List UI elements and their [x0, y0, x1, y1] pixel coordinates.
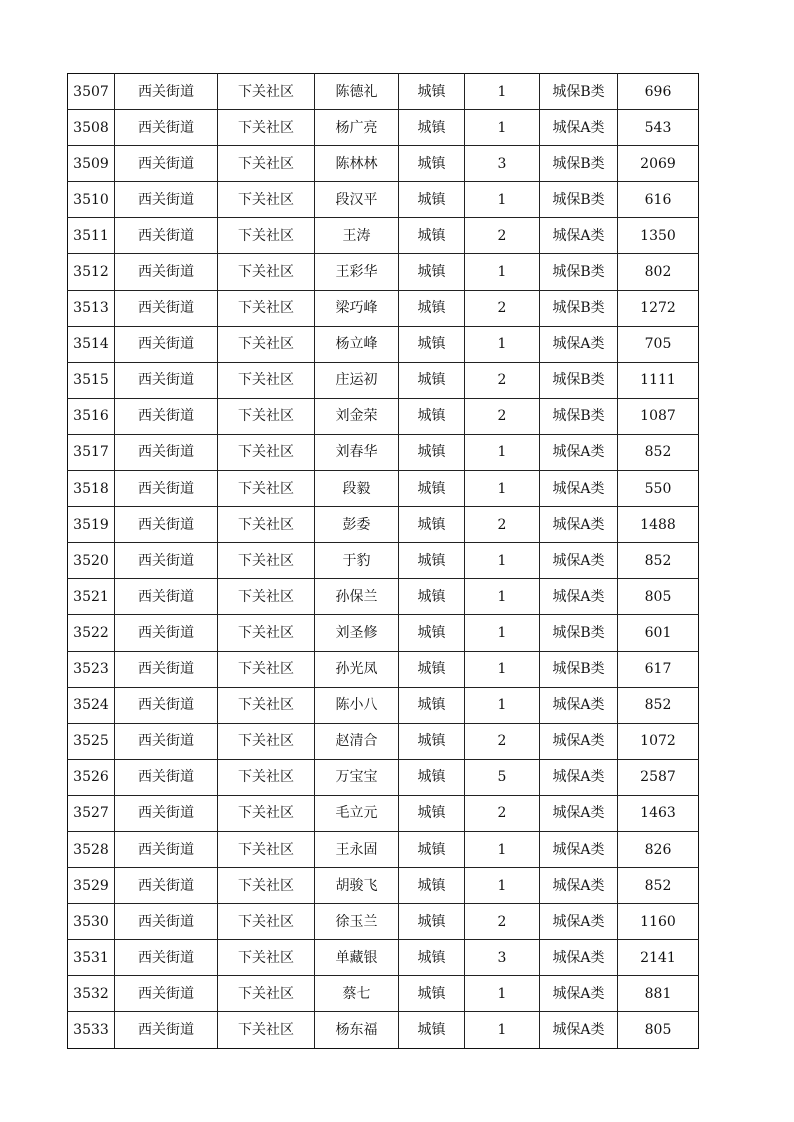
- name-cell: 陈小八: [315, 687, 399, 723]
- row-id-cell: 3520: [68, 543, 115, 579]
- table-row: [68, 290, 699, 326]
- row-id-cell: 3525: [68, 723, 115, 759]
- row-id-cell: 3524: [68, 687, 115, 723]
- community-cell: 下关社区: [218, 182, 315, 218]
- category-cell: 城保A类: [540, 795, 618, 831]
- community-cell: 下关社区: [218, 74, 315, 110]
- category-cell: 城保B类: [540, 651, 618, 687]
- amount-cell: 543: [618, 110, 699, 146]
- category-cell: 城保A类: [540, 507, 618, 543]
- amount-cell: 705: [618, 326, 699, 362]
- row-id-cell: 3513: [68, 290, 115, 326]
- person-count-cell: 1: [465, 976, 540, 1012]
- person-count-cell: 1: [465, 434, 540, 470]
- category-cell: 城保A类: [540, 326, 618, 362]
- row-id-cell: 3516: [68, 398, 115, 434]
- community-cell: 下关社区: [218, 795, 315, 831]
- amount-cell: 1463: [618, 795, 699, 831]
- row-id-cell: 3532: [68, 976, 115, 1012]
- community-cell: 下关社区: [218, 290, 315, 326]
- household-type-cell: 城镇: [399, 471, 465, 507]
- community-cell: 下关社区: [218, 687, 315, 723]
- street-cell: 西关街道: [115, 254, 218, 290]
- name-cell: 庄运初: [315, 362, 399, 398]
- amount-cell: 617: [618, 651, 699, 687]
- category-cell: 城保A类: [540, 759, 618, 795]
- table-row: [68, 831, 699, 867]
- amount-cell: 1072: [618, 723, 699, 759]
- amount-cell: 616: [618, 182, 699, 218]
- person-count-cell: 1: [465, 831, 540, 867]
- household-type-cell: 城镇: [399, 687, 465, 723]
- street-cell: 西关街道: [115, 723, 218, 759]
- name-cell: 杨东福: [315, 1012, 399, 1048]
- category-cell: 城保A类: [540, 218, 618, 254]
- household-type-cell: 城镇: [399, 615, 465, 651]
- person-count-cell: 2: [465, 723, 540, 759]
- community-cell: 下关社区: [218, 976, 315, 1012]
- name-cell: 陈林林: [315, 146, 399, 182]
- household-type-cell: 城镇: [399, 254, 465, 290]
- amount-cell: 805: [618, 1012, 699, 1048]
- person-count-cell: 2: [465, 218, 540, 254]
- table-row: [68, 507, 699, 543]
- community-cell: 下关社区: [218, 868, 315, 904]
- amount-cell: 852: [618, 543, 699, 579]
- amount-cell: 805: [618, 579, 699, 615]
- person-count-cell: 1: [465, 651, 540, 687]
- table-row: [68, 868, 699, 904]
- name-cell: 万宝宝: [315, 759, 399, 795]
- amount-cell: 2069: [618, 146, 699, 182]
- table-row: [68, 398, 699, 434]
- person-count-cell: 1: [465, 471, 540, 507]
- person-count-cell: 2: [465, 290, 540, 326]
- category-cell: 城保A类: [540, 976, 618, 1012]
- row-id-cell: 3533: [68, 1012, 115, 1048]
- table-row: [68, 687, 699, 723]
- row-id-cell: 3518: [68, 471, 115, 507]
- category-cell: 城保A类: [540, 579, 618, 615]
- amount-cell: 1111: [618, 362, 699, 398]
- community-cell: 下关社区: [218, 723, 315, 759]
- name-cell: 段毅: [315, 471, 399, 507]
- name-cell: 王彩华: [315, 254, 399, 290]
- household-type-cell: 城镇: [399, 74, 465, 110]
- name-cell: 刘圣修: [315, 615, 399, 651]
- person-count-cell: 1: [465, 1012, 540, 1048]
- table-row: [68, 326, 699, 362]
- community-cell: 下关社区: [218, 218, 315, 254]
- data-table: [67, 73, 699, 1049]
- household-type-cell: 城镇: [399, 398, 465, 434]
- amount-cell: 696: [618, 74, 699, 110]
- row-id-cell: 3507: [68, 74, 115, 110]
- category-cell: 城保A类: [540, 904, 618, 940]
- category-cell: 城保A类: [540, 940, 618, 976]
- household-type-cell: 城镇: [399, 182, 465, 218]
- community-cell: 下关社区: [218, 940, 315, 976]
- street-cell: 西关街道: [115, 362, 218, 398]
- community-cell: 下关社区: [218, 434, 315, 470]
- street-cell: 西关街道: [115, 218, 218, 254]
- street-cell: 西关街道: [115, 904, 218, 940]
- table-row: [68, 362, 699, 398]
- name-cell: 段汉平: [315, 182, 399, 218]
- name-cell: 梁巧峰: [315, 290, 399, 326]
- row-id-cell: 3521: [68, 579, 115, 615]
- amount-cell: 852: [618, 434, 699, 470]
- person-count-cell: 2: [465, 795, 540, 831]
- category-cell: 城保B类: [540, 254, 618, 290]
- household-type-cell: 城镇: [399, 831, 465, 867]
- table-body: [68, 74, 699, 1049]
- name-cell: 毛立元: [315, 795, 399, 831]
- street-cell: 西关街道: [115, 759, 218, 795]
- name-cell: 刘春华: [315, 434, 399, 470]
- name-cell: 刘金荣: [315, 398, 399, 434]
- household-type-cell: 城镇: [399, 904, 465, 940]
- street-cell: 西关街道: [115, 543, 218, 579]
- row-id-cell: 3522: [68, 615, 115, 651]
- street-cell: 西关街道: [115, 182, 218, 218]
- street-cell: 西关街道: [115, 146, 218, 182]
- table-row: [68, 110, 699, 146]
- amount-cell: 881: [618, 976, 699, 1012]
- category-cell: 城保A类: [540, 543, 618, 579]
- category-cell: 城保A类: [540, 1012, 618, 1048]
- household-type-cell: 城镇: [399, 146, 465, 182]
- household-type-cell: 城镇: [399, 976, 465, 1012]
- person-count-cell: 2: [465, 507, 540, 543]
- household-type-cell: 城镇: [399, 940, 465, 976]
- person-count-cell: 2: [465, 904, 540, 940]
- table-row: [68, 434, 699, 470]
- person-count-cell: 1: [465, 615, 540, 651]
- name-cell: 于豹: [315, 543, 399, 579]
- amount-cell: 2141: [618, 940, 699, 976]
- category-cell: 城保B类: [540, 615, 618, 651]
- amount-cell: 1350: [618, 218, 699, 254]
- community-cell: 下关社区: [218, 326, 315, 362]
- person-count-cell: 3: [465, 146, 540, 182]
- category-cell: 城保A类: [540, 434, 618, 470]
- name-cell: 单藏银: [315, 940, 399, 976]
- person-count-cell: 1: [465, 326, 540, 362]
- table-row: [68, 254, 699, 290]
- category-cell: 城保A类: [540, 831, 618, 867]
- community-cell: 下关社区: [218, 543, 315, 579]
- community-cell: 下关社区: [218, 579, 315, 615]
- street-cell: 西关街道: [115, 326, 218, 362]
- category-cell: 城保B类: [540, 146, 618, 182]
- street-cell: 西关街道: [115, 507, 218, 543]
- row-id-cell: 3523: [68, 651, 115, 687]
- row-id-cell: 3510: [68, 182, 115, 218]
- name-cell: 徐玉兰: [315, 904, 399, 940]
- category-cell: 城保B类: [540, 398, 618, 434]
- person-count-cell: 2: [465, 362, 540, 398]
- row-id-cell: 3512: [68, 254, 115, 290]
- table-row: [68, 723, 699, 759]
- table-row: [68, 651, 699, 687]
- person-count-cell: 1: [465, 74, 540, 110]
- street-cell: 西关街道: [115, 615, 218, 651]
- person-count-cell: 1: [465, 110, 540, 146]
- household-type-cell: 城镇: [399, 759, 465, 795]
- name-cell: 赵清合: [315, 723, 399, 759]
- row-id-cell: 3527: [68, 795, 115, 831]
- person-count-cell: 3: [465, 940, 540, 976]
- category-cell: 城保A类: [540, 110, 618, 146]
- household-type-cell: 城镇: [399, 651, 465, 687]
- household-type-cell: 城镇: [399, 723, 465, 759]
- community-cell: 下关社区: [218, 146, 315, 182]
- community-cell: 下关社区: [218, 507, 315, 543]
- community-cell: 下关社区: [218, 362, 315, 398]
- table-row: [68, 759, 699, 795]
- street-cell: 西关街道: [115, 434, 218, 470]
- row-id-cell: 3517: [68, 434, 115, 470]
- category-cell: 城保A类: [540, 868, 618, 904]
- table-row: [68, 904, 699, 940]
- community-cell: 下关社区: [218, 831, 315, 867]
- amount-cell: 1488: [618, 507, 699, 543]
- community-cell: 下关社区: [218, 904, 315, 940]
- amount-cell: 1087: [618, 398, 699, 434]
- row-id-cell: 3519: [68, 507, 115, 543]
- table-row: [68, 615, 699, 651]
- household-type-cell: 城镇: [399, 110, 465, 146]
- row-id-cell: 3531: [68, 940, 115, 976]
- household-type-cell: 城镇: [399, 362, 465, 398]
- amount-cell: 852: [618, 687, 699, 723]
- table-row: [68, 218, 699, 254]
- street-cell: 西关街道: [115, 110, 218, 146]
- street-cell: 西关街道: [115, 471, 218, 507]
- table-row: [68, 976, 699, 1012]
- name-cell: 蔡七: [315, 976, 399, 1012]
- community-cell: 下关社区: [218, 110, 315, 146]
- person-count-cell: 5: [465, 759, 540, 795]
- street-cell: 西关街道: [115, 868, 218, 904]
- street-cell: 西关街道: [115, 398, 218, 434]
- person-count-cell: 1: [465, 182, 540, 218]
- community-cell: 下关社区: [218, 651, 315, 687]
- amount-cell: 1272: [618, 290, 699, 326]
- community-cell: 下关社区: [218, 759, 315, 795]
- person-count-cell: 2: [465, 398, 540, 434]
- name-cell: 胡骏飞: [315, 868, 399, 904]
- person-count-cell: 1: [465, 579, 540, 615]
- name-cell: 孙保兰: [315, 579, 399, 615]
- person-count-cell: 1: [465, 687, 540, 723]
- street-cell: 西关街道: [115, 940, 218, 976]
- name-cell: 杨立峰: [315, 326, 399, 362]
- household-type-cell: 城镇: [399, 868, 465, 904]
- street-cell: 西关街道: [115, 976, 218, 1012]
- table-row: [68, 146, 699, 182]
- household-type-cell: 城镇: [399, 795, 465, 831]
- community-cell: 下关社区: [218, 615, 315, 651]
- amount-cell: 802: [618, 254, 699, 290]
- household-type-cell: 城镇: [399, 507, 465, 543]
- name-cell: 孙光凤: [315, 651, 399, 687]
- table-row: [68, 471, 699, 507]
- community-cell: 下关社区: [218, 471, 315, 507]
- table-row: [68, 795, 699, 831]
- street-cell: 西关街道: [115, 290, 218, 326]
- amount-cell: 550: [618, 471, 699, 507]
- category-cell: 城保B类: [540, 362, 618, 398]
- amount-cell: 2587: [618, 759, 699, 795]
- amount-cell: 601: [618, 615, 699, 651]
- name-cell: 彭委: [315, 507, 399, 543]
- amount-cell: 852: [618, 868, 699, 904]
- household-type-cell: 城镇: [399, 543, 465, 579]
- household-type-cell: 城镇: [399, 1012, 465, 1048]
- name-cell: 王涛: [315, 218, 399, 254]
- row-id-cell: 3526: [68, 759, 115, 795]
- person-count-cell: 1: [465, 543, 540, 579]
- community-cell: 下关社区: [218, 1012, 315, 1048]
- street-cell: 西关街道: [115, 1012, 218, 1048]
- category-cell: 城保B类: [540, 182, 618, 218]
- row-id-cell: 3508: [68, 110, 115, 146]
- street-cell: 西关街道: [115, 831, 218, 867]
- row-id-cell: 3514: [68, 326, 115, 362]
- street-cell: 西关街道: [115, 687, 218, 723]
- row-id-cell: 3509: [68, 146, 115, 182]
- row-id-cell: 3515: [68, 362, 115, 398]
- row-id-cell: 3528: [68, 831, 115, 867]
- row-id-cell: 3511: [68, 218, 115, 254]
- table-row: [68, 940, 699, 976]
- household-type-cell: 城镇: [399, 434, 465, 470]
- category-cell: 城保A类: [540, 687, 618, 723]
- street-cell: 西关街道: [115, 795, 218, 831]
- person-count-cell: 1: [465, 868, 540, 904]
- table-row: [68, 182, 699, 218]
- household-type-cell: 城镇: [399, 290, 465, 326]
- category-cell: 城保B类: [540, 290, 618, 326]
- street-cell: 西关街道: [115, 74, 218, 110]
- category-cell: 城保A类: [540, 723, 618, 759]
- household-type-cell: 城镇: [399, 579, 465, 615]
- person-count-cell: 1: [465, 254, 540, 290]
- table-row: [68, 74, 699, 110]
- street-cell: 西关街道: [115, 579, 218, 615]
- name-cell: 陈德礼: [315, 74, 399, 110]
- street-cell: 西关街道: [115, 651, 218, 687]
- household-type-cell: 城镇: [399, 218, 465, 254]
- amount-cell: 826: [618, 831, 699, 867]
- community-cell: 下关社区: [218, 254, 315, 290]
- table-row: [68, 1012, 699, 1048]
- community-cell: 下关社区: [218, 398, 315, 434]
- table-row: [68, 579, 699, 615]
- category-cell: 城保B类: [540, 74, 618, 110]
- category-cell: 城保A类: [540, 471, 618, 507]
- name-cell: 杨广亮: [315, 110, 399, 146]
- household-type-cell: 城镇: [399, 326, 465, 362]
- amount-cell: 1160: [618, 904, 699, 940]
- name-cell: 王永固: [315, 831, 399, 867]
- row-id-cell: 3530: [68, 904, 115, 940]
- table-row: [68, 543, 699, 579]
- row-id-cell: 3529: [68, 868, 115, 904]
